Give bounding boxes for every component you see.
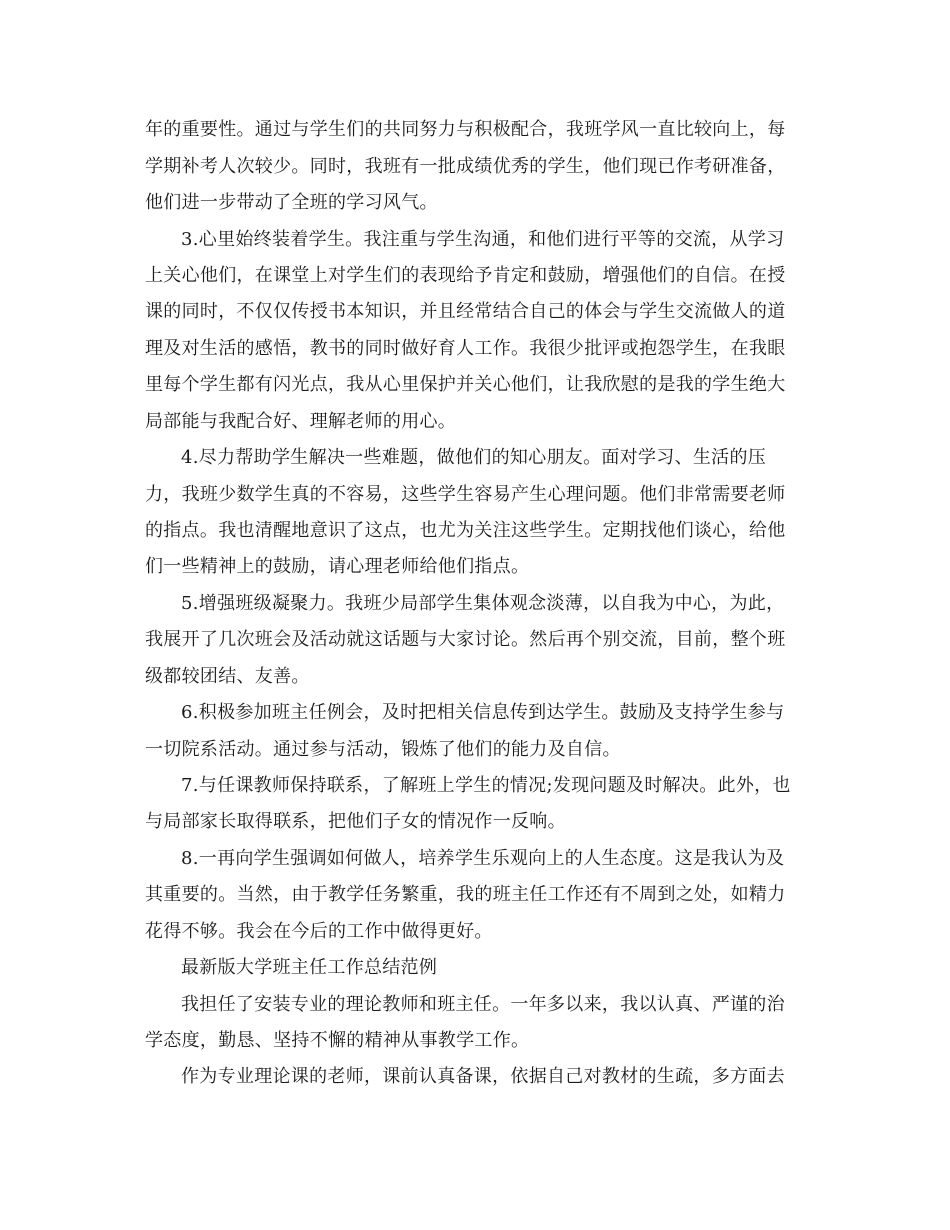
text-line: 与局部家长取得联系，把他们子女的情况作一反响。 [145,811,566,832]
text-line: 局部能与我配合好、理解老师的用心。 [145,411,457,432]
section-title: 最新版大学班主任工作总结范例 [181,957,438,978]
text-line: 他们进一步带动了全班的学习风气。 [145,192,438,213]
text-line: 级都较团结、友善。 [145,666,310,687]
paragraph-4-start: 4.尽力帮助学生解决一些难题，做他们的知心朋友。面对学习、生活的压 [181,447,767,468]
text-line: 们一些精神上的鼓励，请心理老师给他们指点。 [145,556,530,577]
paragraph-teaching-start: 作为专业理论课的老师，课前认真备课，依据自己对教材的生疏，多方面去 [181,1066,785,1087]
text-line: 的指点。我也清醒地意识了这点，也尤为关注这些学生。定期找他们谈心，给他 [145,520,786,541]
paragraph-3-start: 3.心里始终装着学生。我注重与学生沟通，和他们进行平等的交流，从学习 [181,229,785,250]
text-line: 上关心他们，在课堂上对学生们的表现给予肯定和鼓励，增强他们的自信。在授 [145,265,786,286]
text-line: 力，我班少数学生真的不容易，这些学生容易产生心理问题。他们非常需要老师 [145,484,786,505]
text-line: 年的重要性。通过与学生们的共同努力与积极配合，我班学风一直比较向上，每 [145,119,786,140]
text-line: 一切院系活动。通过参与活动，锻炼了他们的能力及自信。 [145,739,621,760]
text-line: 课的同时，不仅仅传授书本知识，并且经常结合自己的体会与学生交流做人的道 [145,301,786,322]
paragraph-intro-start: 我担任了安装专业的理论教师和班主任。一年多以来，我以认真、严谨的治 [181,994,785,1015]
text-line: 里每个学生都有闪光点，我从心里保护并关心他们，让我欣慰的是我的学生绝大 [145,374,786,395]
paragraph-6-start: 6.积极参加班主任例会，及时把相关信息传到达学生。鼓励及支持学生参与 [181,702,785,723]
text-line: 其重要的。当然，由于教学任务繁重，我的班主任工作还有不周到之处，如精力 [145,884,786,905]
paragraph-8-start: 8.一再向学生强调如何做人，培养学生乐观向上的人生态度。这是我认为及 [181,848,785,869]
text-line: 我展开了几次班会及活动就这话题与大家讨论。然后再个别交流，目前，整个班 [145,629,786,650]
paragraph-5-start: 5.增强班级凝聚力。我班少局部学生集体观念淡薄，以自我为中心，为此， [181,593,785,614]
text-line: 学态度，勤恳、坚持不懈的精神从事教学工作。 [145,1030,530,1051]
paragraph-7-start: 7.与任课教师保持联系，了解班上学生的情况;发现问题及时解决。此外，也 [181,775,791,796]
text-line: 理及对生活的感悟，教书的同时做好育人工作。我很少批评或抱怨学生，在我眼 [145,338,786,359]
text-line: 花得不够。我会在今后的工作中做得更好。 [145,921,493,942]
text-line: 学期补考人次较少。同时，我班有一批成绩优秀的学生，他们现已作考研准备， [145,156,786,177]
